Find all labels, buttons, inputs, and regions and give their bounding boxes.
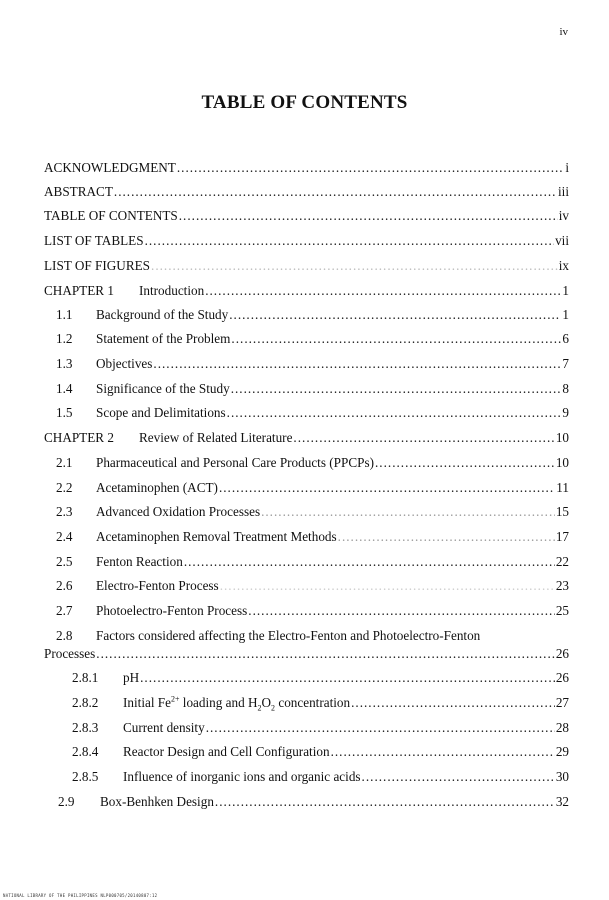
toc-entry-page: 17 xyxy=(555,529,569,544)
toc-entry-list-of-figures[interactable] xyxy=(44,258,569,274)
toc-entry-title: Acetaminophen Removal Treatment Methods xyxy=(96,529,337,544)
toc-entry-page: 6 xyxy=(562,331,569,346)
dot-leader xyxy=(227,405,562,421)
toc-entry-number: 1.1 xyxy=(56,307,73,322)
dot-leader xyxy=(140,670,555,686)
toc-entry-title: LIST OF FIGURES xyxy=(44,258,151,273)
page-title: TABLE OF CONTENTS xyxy=(201,92,408,113)
dot-leader xyxy=(220,578,555,594)
toc-entry-number: 2.8.1 xyxy=(72,670,99,685)
toc-entry-number: 2.8.3 xyxy=(72,720,99,735)
toc-entry-number: 2.4 xyxy=(56,529,73,544)
toc-entry-number: 2.7 xyxy=(56,603,73,618)
toc-entry-2-8-continued[interactable] xyxy=(44,646,569,662)
toc-entry-title: Electro-Fenton Process xyxy=(96,578,219,593)
dot-leader xyxy=(229,307,561,323)
toc-entry-page: i xyxy=(565,160,569,175)
toc-entry-2-4[interactable] xyxy=(44,529,569,545)
dot-leader xyxy=(153,356,561,372)
dot-leader xyxy=(177,160,564,176)
dot-leader xyxy=(375,455,555,471)
toc-entry-page: 10 xyxy=(555,430,569,445)
toc-entry-2-6[interactable] xyxy=(44,578,569,594)
toc-entry-2-9[interactable] xyxy=(44,794,569,810)
toc-entry-title: Influence of inorganic ions and organic acids xyxy=(123,769,361,784)
dot-leader xyxy=(231,381,562,397)
dot-leader xyxy=(261,504,555,520)
toc-entry-title: Introduction xyxy=(139,283,205,298)
toc-entry-title: Photoelectro-Fenton Process xyxy=(96,603,248,618)
dot-leader xyxy=(206,720,555,736)
toc-entry-2-7[interactable] xyxy=(44,603,569,619)
toc-entry-number: 2.8.2 xyxy=(72,695,99,710)
dot-leader xyxy=(331,744,555,760)
toc-entry-chapter-2[interactable] xyxy=(44,430,569,446)
toc-entry-title-continued: Processes xyxy=(44,646,96,661)
dot-leader xyxy=(205,283,561,299)
toc-entry-page: 1 xyxy=(562,283,569,298)
toc-entry-number: 2.8 xyxy=(56,628,73,643)
toc-entry-number: 2.2 xyxy=(56,480,73,495)
toc-entry-page: 9 xyxy=(562,405,569,420)
toc-entry-page: 22 xyxy=(555,554,569,569)
toc-entry-title: Statement of the Problem xyxy=(96,331,231,346)
toc-entry-title: Box-Benhken Design xyxy=(100,794,214,809)
toc-entry-page: 1 xyxy=(562,307,569,322)
toc-entry-1-1[interactable] xyxy=(44,307,569,323)
toc-entry-list-of-tables[interactable] xyxy=(44,233,569,249)
toc-entry-page: 8 xyxy=(562,381,569,396)
toc-entry-page: 29 xyxy=(555,744,569,759)
toc-entry-title: Objectives xyxy=(96,356,153,371)
toc-entry-2-8[interactable] xyxy=(44,628,569,644)
dot-leader xyxy=(114,184,557,200)
toc-entry-title: Acetaminophen (ACT) xyxy=(96,480,218,495)
toc-entry-1-2[interactable] xyxy=(44,331,569,347)
dot-leader xyxy=(362,769,555,785)
toc-entry-number: 1.3 xyxy=(56,356,73,371)
toc-entry-number: 2.8.4 xyxy=(72,744,99,759)
toc-entry-page: 11 xyxy=(556,480,569,495)
toc-entry-page: 7 xyxy=(562,356,569,371)
toc-entry-title: Advanced Oxidation Processes xyxy=(96,504,261,519)
dot-leader xyxy=(351,695,555,711)
toc-entry-page: 30 xyxy=(555,769,569,784)
dot-leader xyxy=(219,480,555,496)
toc-entry-number: 1.4 xyxy=(56,381,73,396)
toc-entry-page: 15 xyxy=(555,504,569,519)
toc-entry-number: 1.2 xyxy=(56,331,73,346)
toc-entry-page: 10 xyxy=(555,455,569,470)
toc-entry-page: 28 xyxy=(555,720,569,735)
toc-entry-number: CHAPTER 1 xyxy=(44,283,114,298)
page-number: iv xyxy=(559,26,568,38)
toc-entry-page: 26 xyxy=(555,646,569,661)
toc-entry-2-8-2[interactable] xyxy=(44,695,569,711)
toc-entry-number: 2.5 xyxy=(56,554,73,569)
toc-entry-2-5[interactable] xyxy=(44,554,569,570)
toc-entry-title: Review of Related Literature xyxy=(139,430,293,445)
library-footer-stamp: NATIONAL LIBRARY OF THE PHILIPPINES NLP000705/20140807:12 xyxy=(3,893,158,898)
dot-leader xyxy=(96,646,555,662)
toc-entry-2-3[interactable] xyxy=(44,504,569,520)
toc-entry-title: Reactor Design and Cell Configuration xyxy=(123,744,330,759)
dot-leader xyxy=(231,331,561,347)
toc-entry-table-of-contents[interactable] xyxy=(44,208,569,224)
dot-leader xyxy=(179,208,558,224)
toc-entry-chapter-1[interactable] xyxy=(44,283,569,299)
toc-entry-number: 2.1 xyxy=(56,455,73,470)
toc-entry-number: 1.5 xyxy=(56,405,73,420)
dot-leader xyxy=(215,794,555,810)
toc-entry-title: Pharmaceutical and Personal Care Products (PPCPs) xyxy=(96,455,374,470)
dot-leader xyxy=(338,529,555,545)
dot-leader xyxy=(293,430,554,446)
toc-entry-number: 2.3 xyxy=(56,504,73,519)
toc-entry-page: ix xyxy=(558,258,569,273)
toc-entry-title: LIST OF TABLES xyxy=(44,233,144,248)
toc-entry-page: iv xyxy=(558,208,569,223)
toc-entry-2-8-4[interactable] xyxy=(44,744,569,760)
toc-entry-title: Fenton Reaction xyxy=(96,554,183,569)
toc-entry-title: TABLE OF CONTENTS xyxy=(44,208,178,223)
toc-entry-page: 25 xyxy=(555,603,569,618)
toc-entry-number: CHAPTER 2 xyxy=(44,430,114,445)
toc-entry-title: pH xyxy=(123,670,140,685)
toc-entry-page: 32 xyxy=(555,794,569,809)
toc-entry-acknowledgment[interactable] xyxy=(44,160,569,176)
toc-entry-2-8-1[interactable] xyxy=(44,670,569,686)
toc-entry-page: 26 xyxy=(555,670,569,685)
toc-entry-title: Scope and Delimitations xyxy=(96,405,226,420)
toc-entry-title: ACKNOWLEDGMENT xyxy=(44,160,176,175)
toc-entry-page: vii xyxy=(555,233,569,248)
dot-leader xyxy=(151,258,558,274)
toc-entry-number: 2.8.5 xyxy=(72,769,99,784)
toc-entry-2-8-3[interactable] xyxy=(44,720,569,736)
toc-entry-1-3[interactable] xyxy=(44,356,569,372)
toc-entry-abstract[interactable] xyxy=(44,184,569,200)
toc-entry-2-8-5[interactable] xyxy=(44,769,569,785)
toc-entry-title: Factors considered affecting the Electro-Fenton and Photoelectro-Fenton xyxy=(96,628,481,643)
toc-entry-number: 2.6 xyxy=(56,578,73,593)
dot-leader xyxy=(145,233,555,249)
toc-entry-2-2[interactable] xyxy=(44,480,569,496)
dot-leader xyxy=(248,603,555,619)
toc-entry-number: 2.9 xyxy=(58,794,75,809)
toc-entry-title: Initial $Fe^{2+}$ loading and $H_2O_2$ concentration xyxy=(123,694,351,713)
dot-leader xyxy=(184,554,555,570)
toc-entry-2-1[interactable] xyxy=(44,455,569,471)
toc-entry-page: 27 xyxy=(555,695,569,710)
toc-entry-page: iii xyxy=(558,184,569,199)
toc-entry-title: Background of the Study xyxy=(96,307,229,322)
toc-entry-title: Current density xyxy=(123,720,205,735)
toc-entry-title: ABSTRACT xyxy=(44,184,113,199)
toc-entry-page: 23 xyxy=(555,578,569,593)
toc-entry-1-5[interactable] xyxy=(44,405,569,421)
toc-entry-1-4[interactable] xyxy=(44,381,569,397)
toc-entry-title: Significance of the Study xyxy=(96,381,230,396)
